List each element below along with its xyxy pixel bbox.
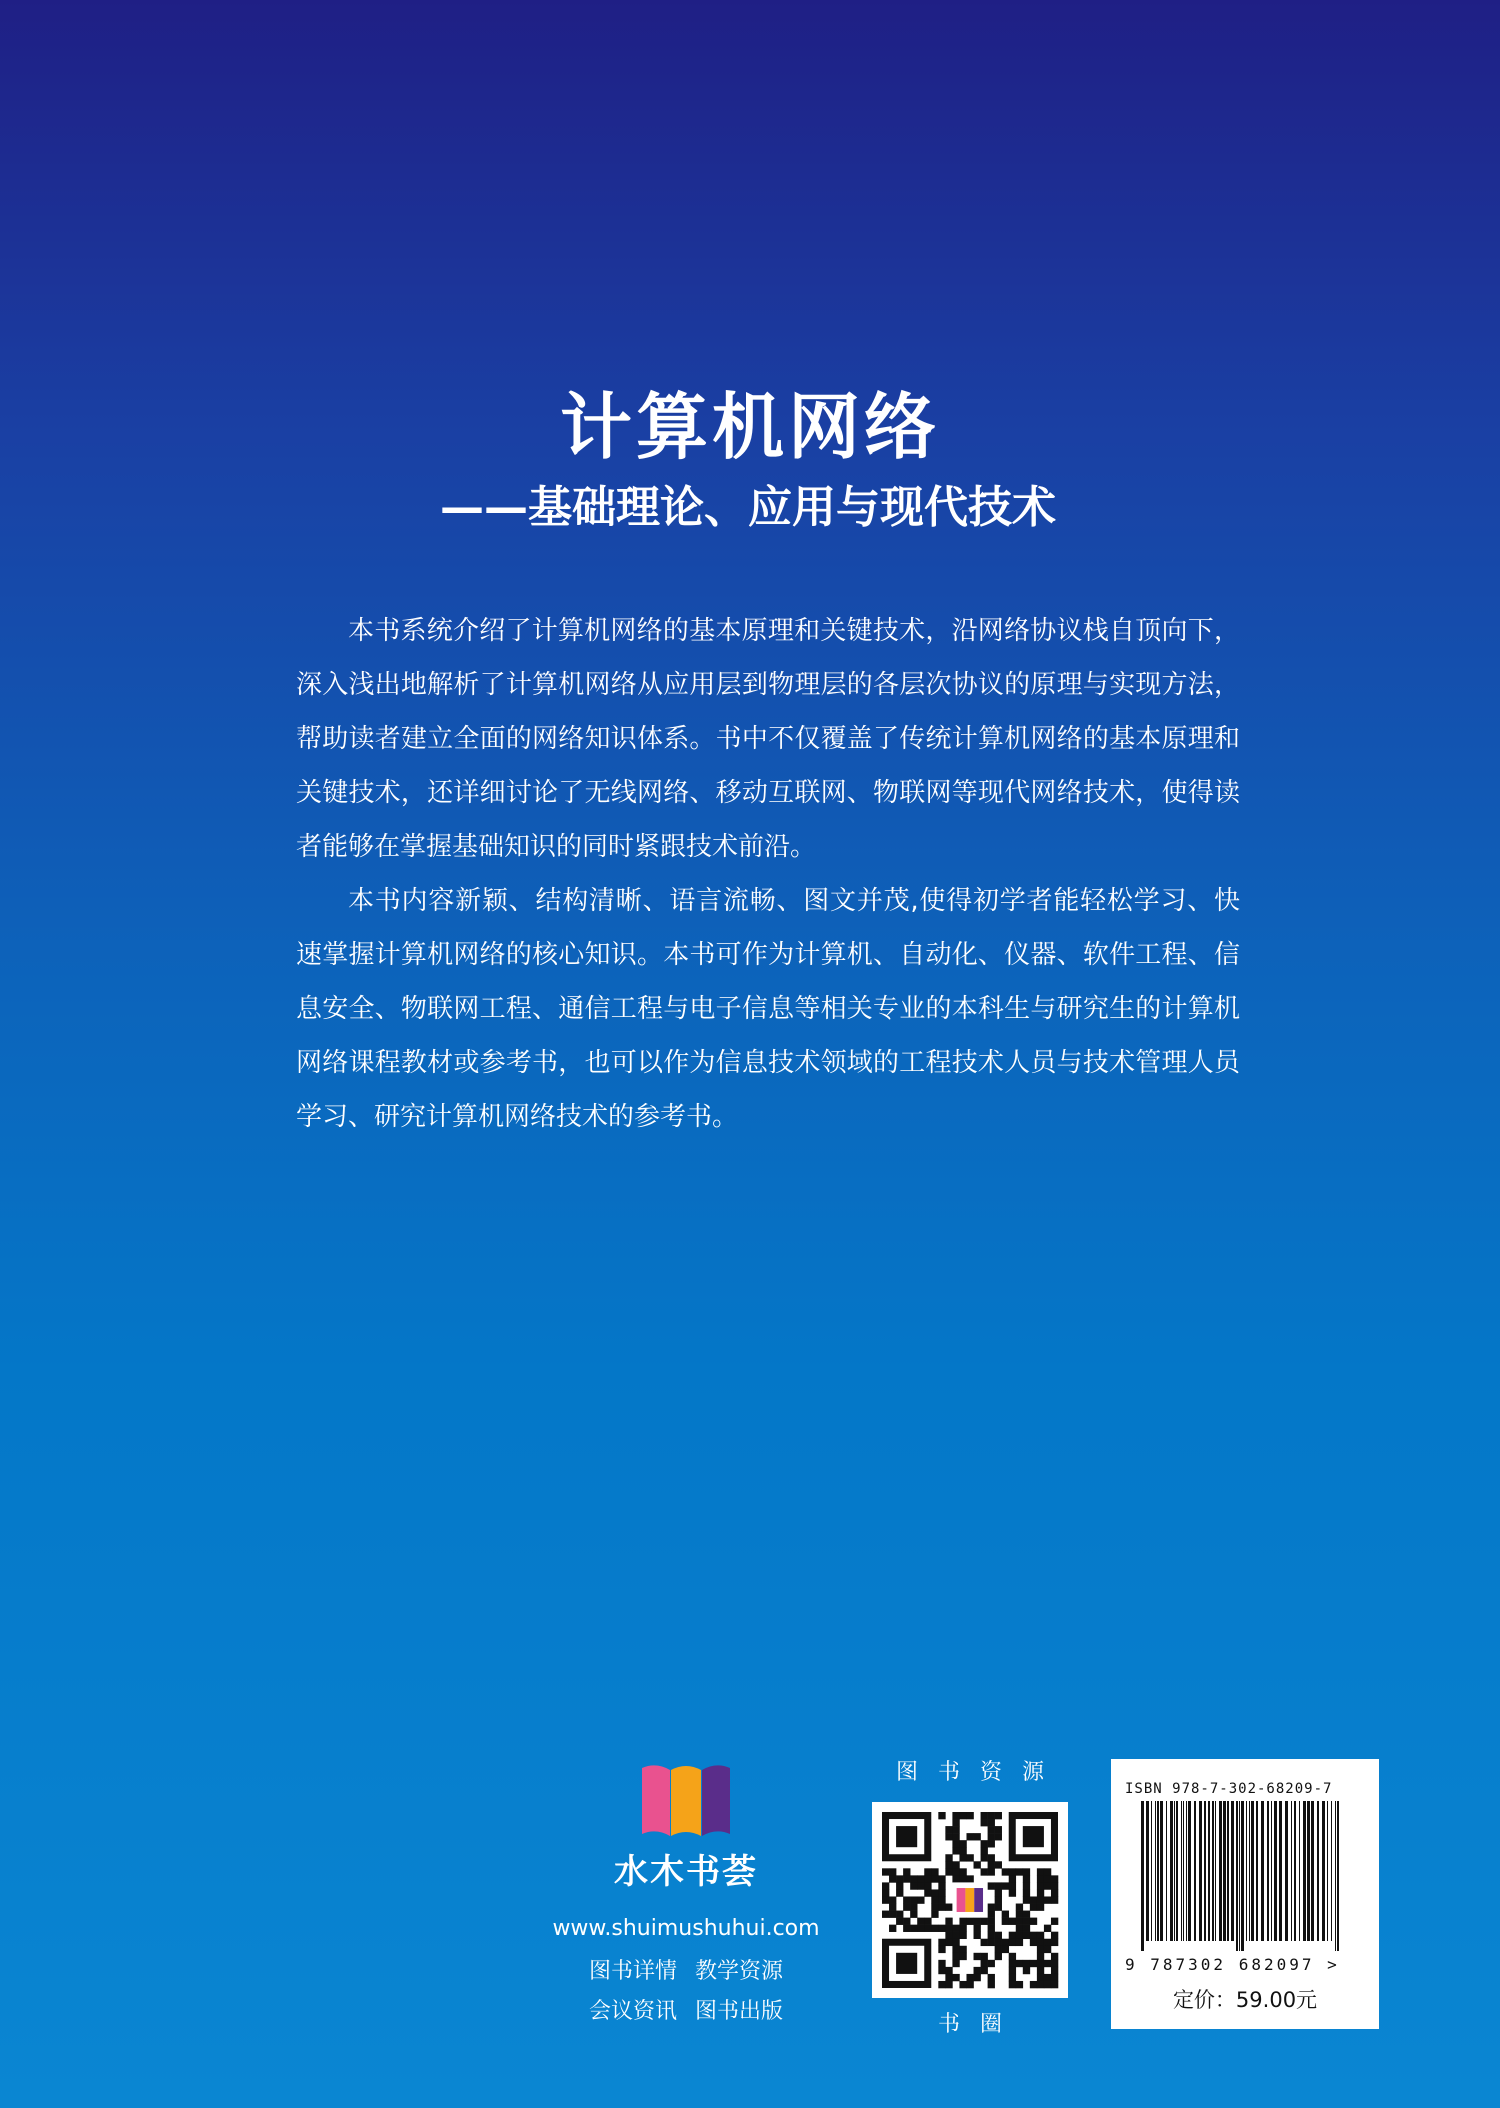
barcode-digits: 9 787302 682097 > xyxy=(1125,1955,1340,1974)
book-subtitle: ——基础理论、应用与现代技术 xyxy=(440,482,1056,533)
publisher-name: 水木书荟 xyxy=(614,1852,758,1892)
publisher-block xyxy=(540,1758,832,2032)
book-description xyxy=(296,604,1240,1144)
link-conference-news: 会议资讯 xyxy=(588,1999,677,2024)
publisher-url: www.shuimushuhui.com xyxy=(552,1916,820,1941)
qr-block xyxy=(872,1758,1068,2040)
description-paragraph: 本书系统介绍了计算机网络的基本原理和关键技术，沿网络协议栈自顶向下，深入浅出地解析了计算机网络从应用层到物理层的各层次协议的原理与实现方法，帮助读者建立全面的网络知识体系。书中不仅覆盖了传统计算机网络的基本原理和关键技术，还详细讨论了无线网络、移动互联网、物联网等现代网络技术，使得读者能够在掌握基础知识的同时紧跟技术前沿。 xyxy=(296,616,1240,862)
link-book-details: 图书详情 xyxy=(588,1959,677,1984)
book-title: 计算机网络 xyxy=(559,385,940,469)
isbn-label: ISBN 978-7-302-68209-7 xyxy=(1125,1781,1333,1797)
price-label: 定价：59.00元 xyxy=(1172,1988,1318,2012)
qr-caption-top: 图书资源 xyxy=(895,1760,1064,1785)
qr-caption-bottom: 书圈 xyxy=(937,2012,1022,2037)
qr-code-icon xyxy=(872,1802,1068,1998)
link-book-publishing: 图书出版 xyxy=(695,1999,784,2024)
qr-code xyxy=(872,1802,1068,1998)
barcode-block xyxy=(1111,1759,1379,2029)
link-teaching-resources: 教学资源 xyxy=(695,1959,784,1984)
book-logo-icon xyxy=(638,1758,734,1840)
description-paragraph: 本书内容新颖、结构清晰、语言流畅、图文并茂,使得初学者能轻松学习、快速掌握计算机网络的核心知识。本书可作为计算机、自动化、仪器、软件工程、信息安全、物联网工程、通信工程与电子信息等相关专业的本科生与研究生的计算机网络课程教材或参考书，也可以作为信息技术领域的工程技术人员与技术管理人员学习、研究计算机网络技术的参考书。 xyxy=(296,886,1240,1132)
barcode-icon xyxy=(1141,1801,1341,1951)
publisher-links xyxy=(540,1952,832,2032)
